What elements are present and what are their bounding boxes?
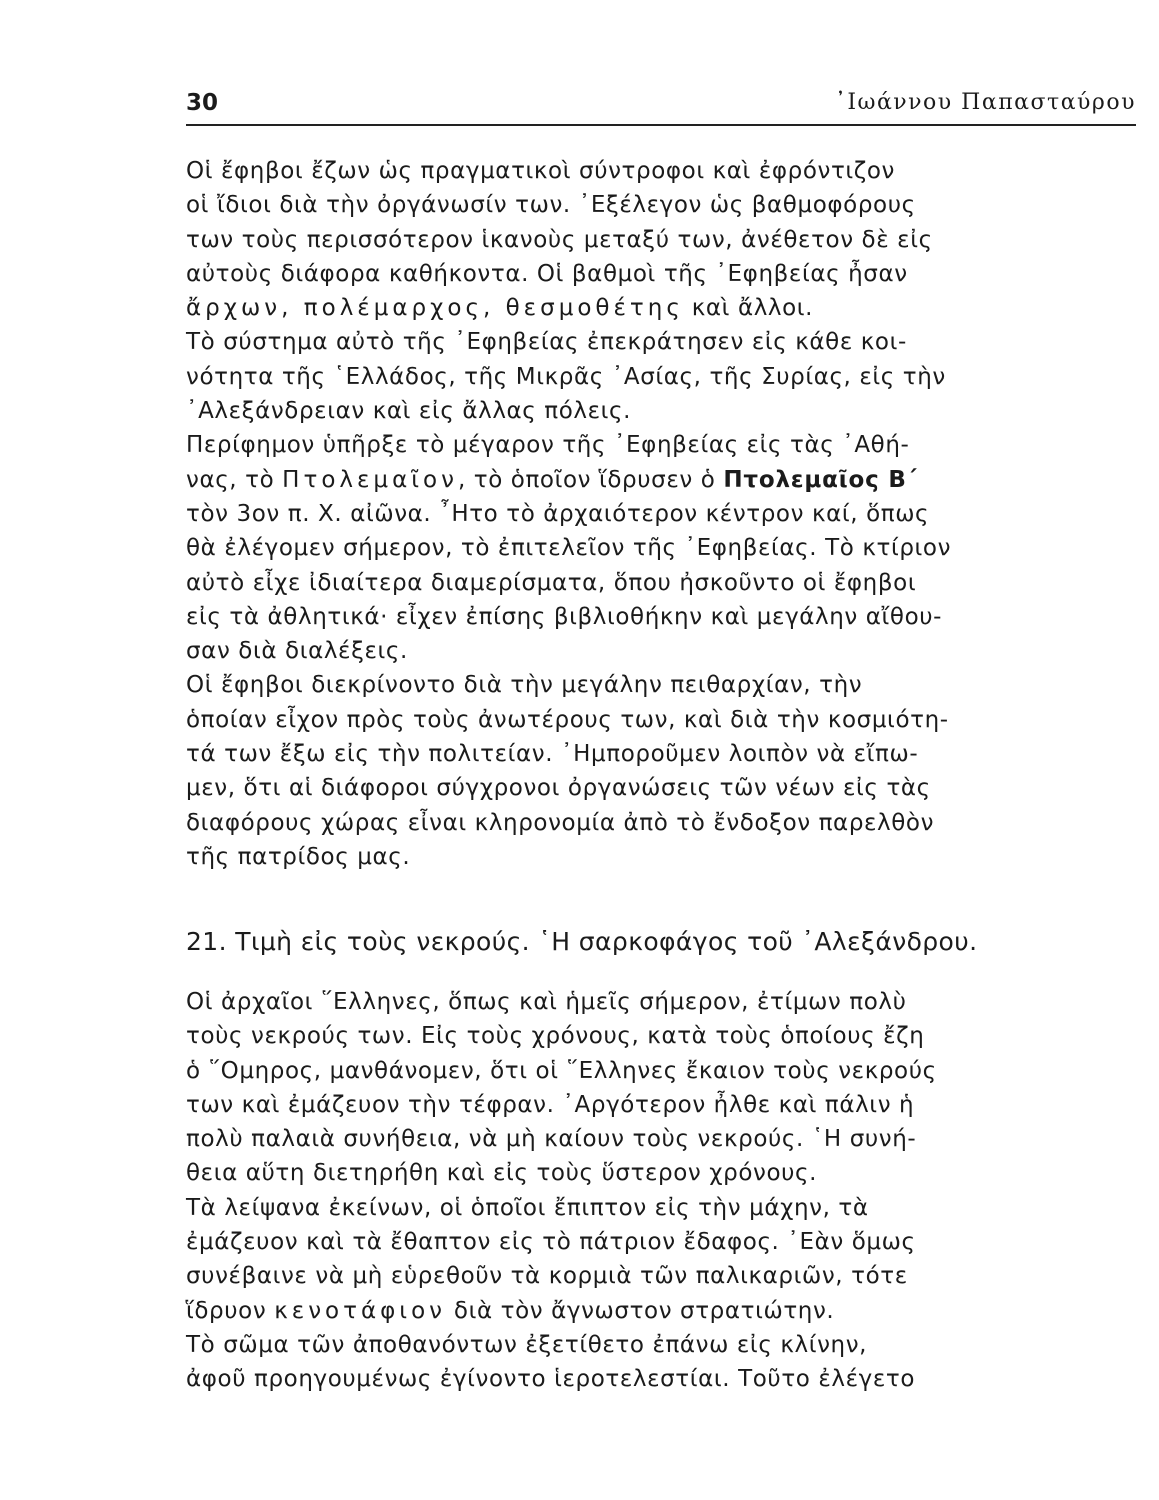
running-head: ᾿Ιωάννου Παπασταύρου xyxy=(834,90,1136,115)
text-line: ὁ ῞Ομηρος, μανθάνομεν, ὅτι οἱ ῞Ελληνες ἔκαιον τοὺς νεκρούς xyxy=(186,1057,937,1084)
text-line: ὁποίαν εἶχον πρὸς τοὺς ἀνωτέρους των, καὶ διὰ τὴν κοσμιότη- xyxy=(186,706,949,733)
text-run: ἵδρυον xyxy=(186,1297,275,1324)
text-line: Περίφημον ὑπῆρξε τὸ μέγαρον τῆς ᾿Εφηβείας εἰς τὰς ᾿Αθή- xyxy=(186,432,910,459)
text-line xyxy=(186,291,1138,325)
text-line: Οἱ ἔφηβοι διεκρίνοντο διὰ τὴν μεγάλην πειθαρχίαν, τὴν xyxy=(186,672,863,699)
text-run: διὰ τὸν ἄγνωστον στρατιώτην. xyxy=(446,1297,835,1324)
text-line: πολὺ παλαιὰ συνήθεια, νὰ μὴ καίουν τοὺς νεκρούς. ῾Η συνή- xyxy=(186,1126,917,1153)
text-line: Οἱ ἀρχαῖοι ῞Ελληνες, ὅπως καὶ ἡμεῖς σήμερον, ἐτίμων πολὺ xyxy=(186,989,907,1015)
text-line: αὐτὸ εἶχε ἰδιαίτερα διαμερίσματα, ὅπου ἠσκοῦντο οἱ ἔφηβοι xyxy=(186,569,917,596)
text-line: τά των ἔξω εἰς τὴν πολιτείαν. ᾿Ημποροῦμεν λοιπὸν νὰ εἴπω- xyxy=(186,741,919,768)
text-line: μεν, ὅτι αἱ διάφοροι σύγχρονοι ὀργανώσεις τῶν νέων εἰς τὰς xyxy=(186,775,931,802)
text-line: διαφόρους χώρας εἶναι κληρονομία ἀπὸ τὸ ἔνδοξον παρελθὸν xyxy=(186,809,935,836)
text-line: συνέβαινε νὰ μὴ εὑρεθοῦν τὰ κορμιὰ τῶν παλικαριῶν, τότε xyxy=(186,1263,908,1290)
text-line: θὰ ἐλέγομεν σήμερον, τὸ ἐπιτελεῖον τῆς ᾿Εφηβείας. Τὸ κτίριον xyxy=(186,535,952,562)
spaced-emphasis: κενοτάφιον xyxy=(274,1297,446,1324)
text-line: θεια αὕτη διετηρήθη καὶ εἰς τοὺς ὕστερον χρόνους. xyxy=(186,1160,818,1187)
text-line: ἀφοῦ προηγουμένως ἐγίνοντο ἱεροτελεστίαι. Τοῦτο ἐλέγετο xyxy=(186,1366,915,1393)
text-line xyxy=(186,463,1138,497)
text-line: των τοὺς περισσότερον ἱκανοὺς μεταξύ των, ἀνέθετον δὲ εἰς xyxy=(186,226,933,253)
text-line: Τὸ σύστημα αὐτὸ τῆς ᾿Εφηβείας ἐπεκράτησεν εἰς κάθε κοι- xyxy=(186,329,907,356)
page-header xyxy=(186,86,1136,126)
text-run: , τὸ ὁποῖον ἵδρυσεν ὁ xyxy=(457,466,724,493)
text-line: τῆς πατρίδος μας. xyxy=(186,843,411,870)
text-line: τὸν 3ον π. Χ. αἰῶνα. ῏Ητο τὸ ἀρχαιότερον κέντρον καί, ὅπως xyxy=(186,500,930,527)
text-line: σαν διὰ διαλέξεις. xyxy=(186,638,408,665)
text-line: Τὸ σῶμα τῶν ἀποθανόντων ἐξετίθετο ἐπάνω εἰς κλίνην, xyxy=(186,1331,868,1358)
spaced-emphasis: ἄρχων, πολέμαρχος, θεσμοθέτης xyxy=(186,295,684,322)
body-text-upper xyxy=(186,154,1138,874)
text-run: νας, τὸ xyxy=(186,466,283,493)
page-number: 30 xyxy=(186,90,219,116)
text-line xyxy=(186,1294,1138,1328)
text-line: αὐτοὺς διάφορα καθήκοντα. Οἱ βαθμοὶ τῆς ᾿Εφηβείας ἦσαν xyxy=(186,260,908,287)
text-line: Οἱ ἔφηβοι ἔζων ὡς πραγματικοὶ σύντροφοι καὶ ἐφρόντιζον xyxy=(186,158,896,184)
body-text-lower xyxy=(186,985,1138,1397)
text-run: καὶ ἄλλοι. xyxy=(683,295,814,322)
spaced-emphasis: Πτολεμαῖον xyxy=(282,466,458,493)
text-line: ᾿Αλεξάνδρειαν καὶ εἰς ἄλλας πόλεις. xyxy=(186,398,632,425)
text-line: νότητα τῆς ῾Ελλάδος, τῆς Μικρᾶς ᾿Ασίας, τῆς Συρίας, εἰς τὴν xyxy=(186,363,946,390)
text-line: οἱ ἴδιοι διὰ τὴν ὀργάνωσίν των. ᾿Εξέλεγον ὡς βαθμοφόρους xyxy=(186,192,916,219)
text-line: τοὺς νεκρούς των. Εἰς τοὺς χρόνους, κατὰ τοὺς ὁποίους ἔζη xyxy=(186,1023,925,1050)
bold-emphasis: Πτολεμαῖος Β΄ xyxy=(723,466,918,493)
text-line: ἐμάζευον καὶ τὰ ἔθαπτον εἰς τὸ πάτριον ἔδαφος. ᾿Εὰν ὅμως xyxy=(186,1229,916,1256)
text-line: Τὰ λείψανα ἐκείνων, οἱ ὁποῖοι ἔπιπτον εἰς τὴν μάχην, τὰ xyxy=(186,1194,869,1221)
section-heading: 21. Τιμὴ εἰς τοὺς νεκρούς. ῾Η σαρκοφάγος τοῦ ᾿Αλεξάνδρου. xyxy=(186,927,978,956)
text-line: των καὶ ἐμάζευον τὴν τέφραν. ᾿Αργότερον ἦλθε καὶ πάλιν ἡ xyxy=(186,1091,915,1118)
text-line: εἰς τὰ ἀθλητικά· εἶχεν ἐπίσης βιβλιοθήκην καὶ μεγάλην αἴθου- xyxy=(186,603,943,630)
